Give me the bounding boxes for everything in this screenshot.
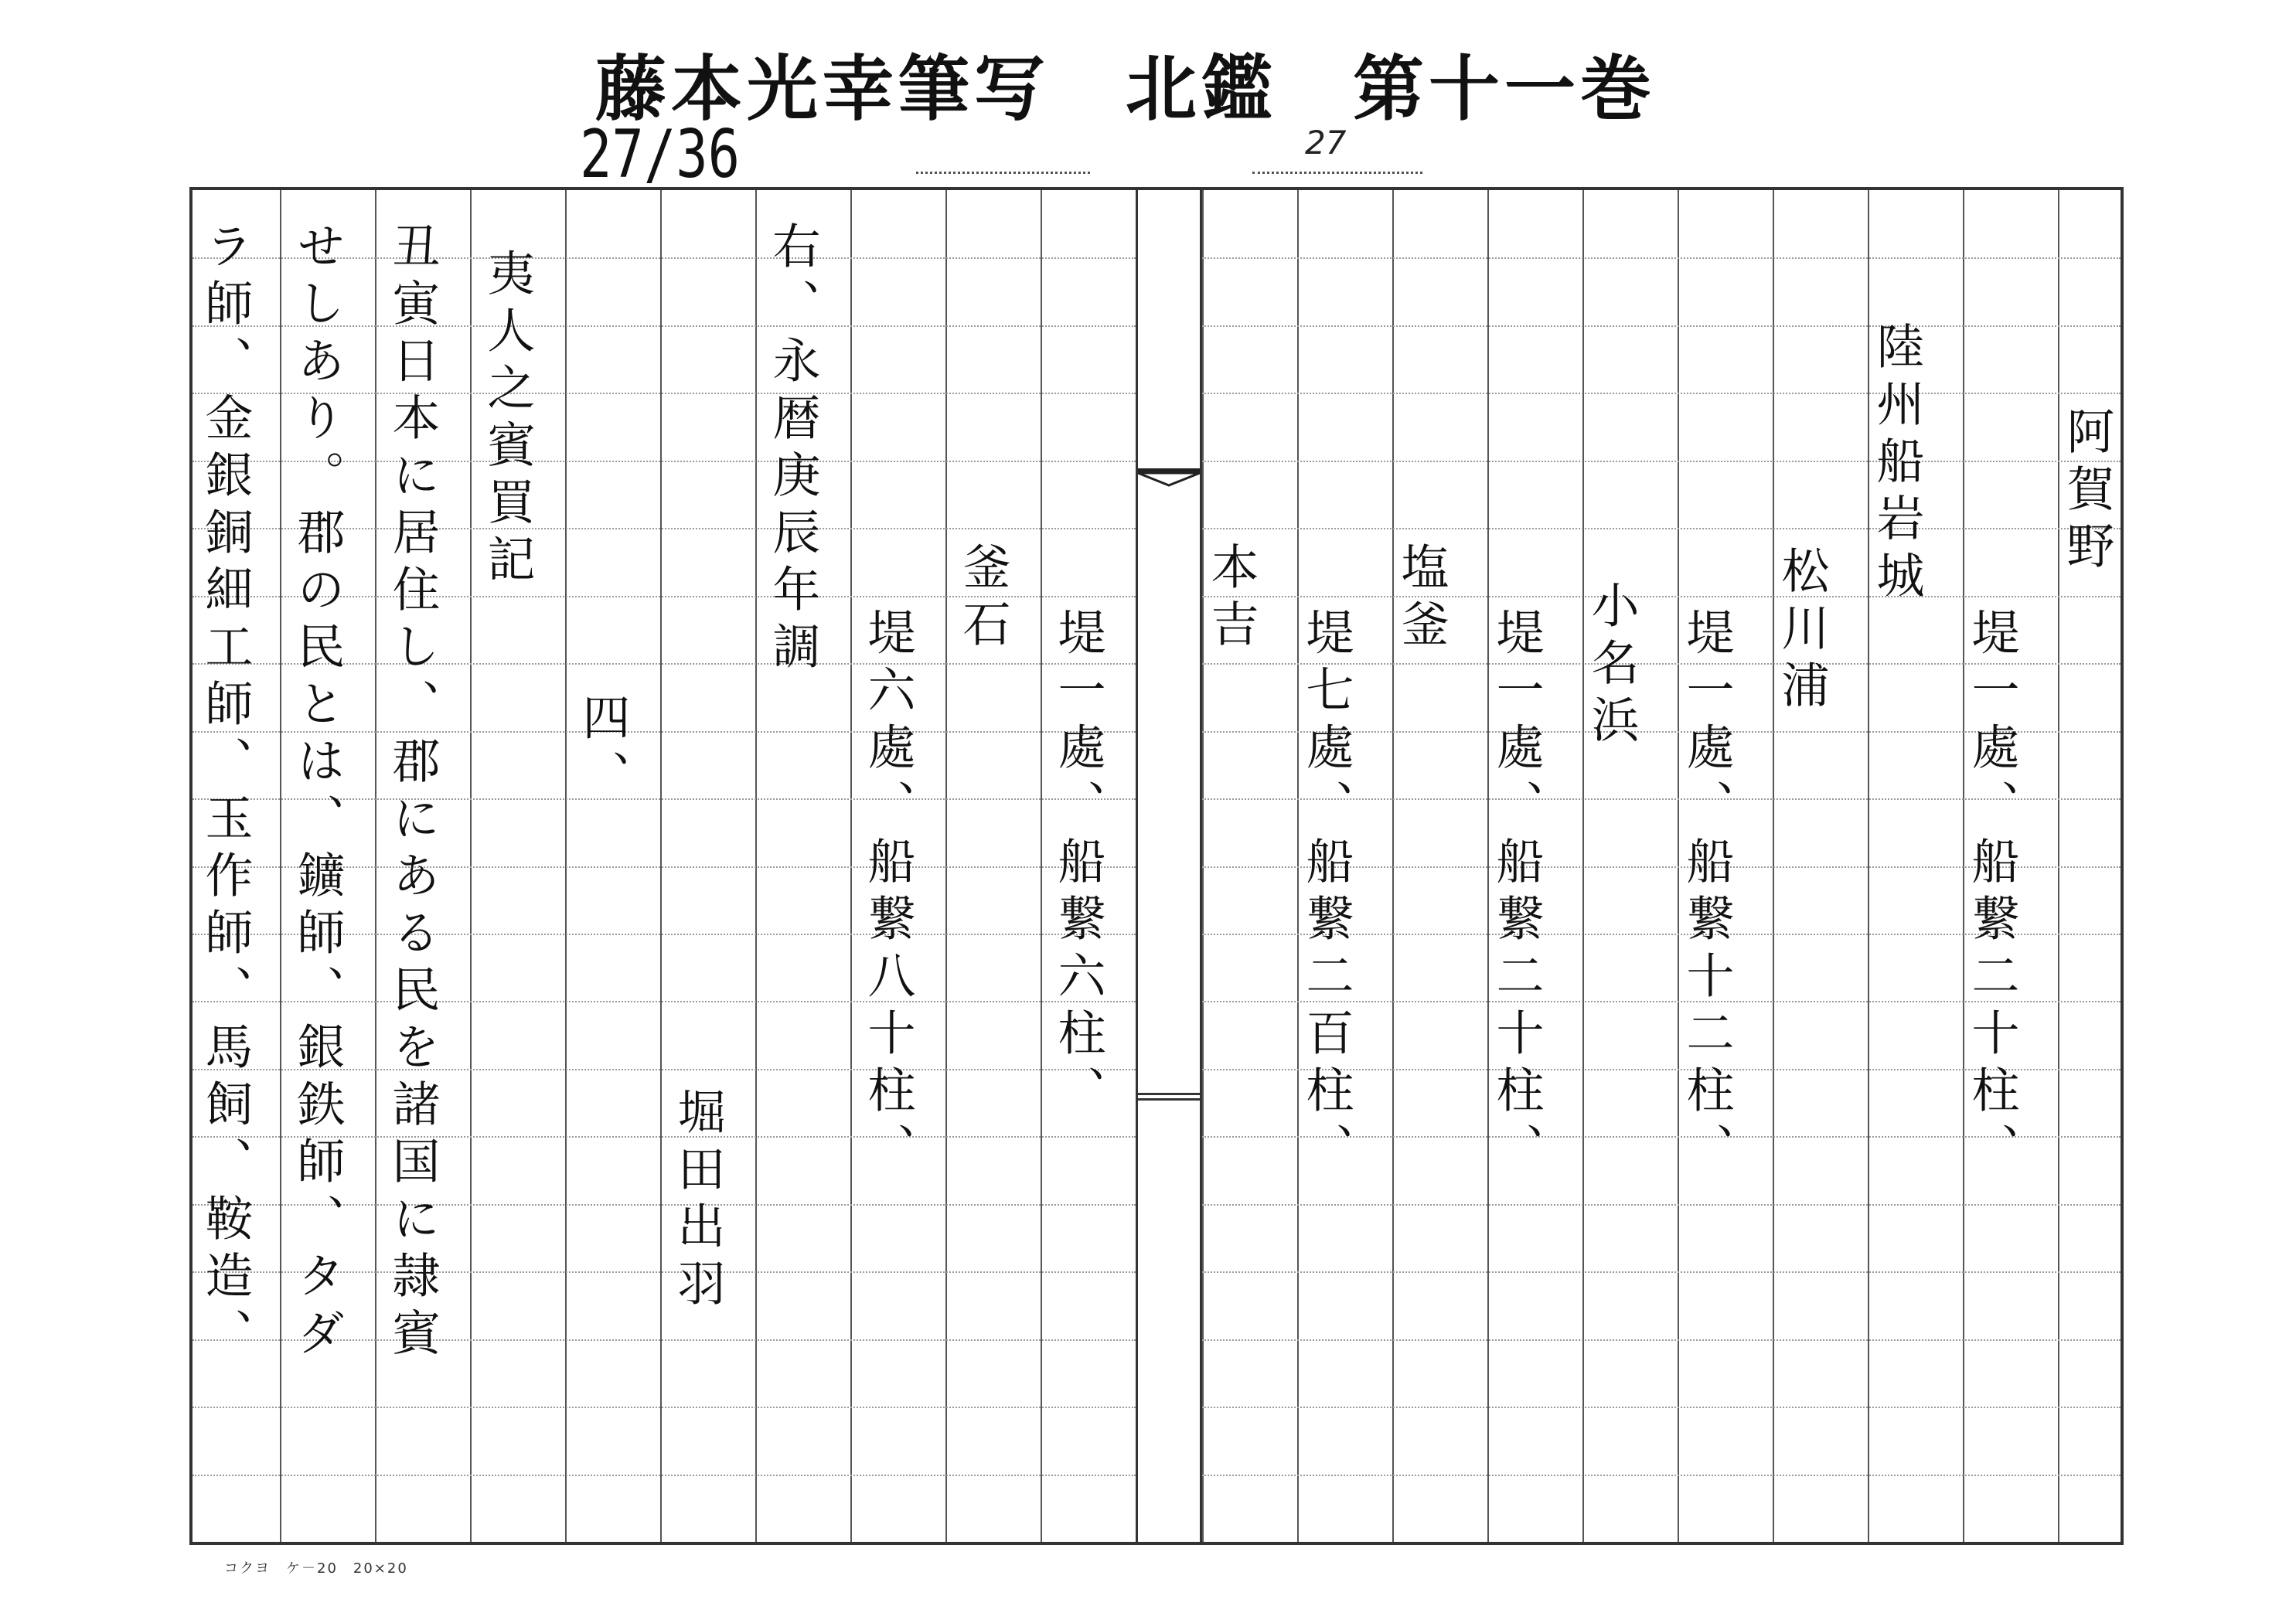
column-1 — [2056, 190, 2117, 1542]
column-8 — [1390, 190, 1452, 1542]
column-text: 四、 — [574, 692, 631, 807]
page-count: 27/36 — [580, 116, 741, 193]
column-text: 堤六處、船繋八十柱、 — [860, 607, 916, 1179]
column-16 — [666, 190, 728, 1542]
column-18 — [571, 190, 633, 1542]
dotted-rule-right — [1252, 172, 1422, 174]
column-19 — [476, 190, 538, 1542]
column-text: 堤一處、船繋十二柱、 — [1678, 607, 1735, 1179]
paper-label: コクヨ ケ－20 20×20 — [224, 1560, 408, 1577]
column-13 — [857, 190, 918, 1542]
column-2 — [1960, 190, 2022, 1542]
column-text: 釜石 — [955, 542, 1011, 656]
column-9 — [1295, 190, 1357, 1542]
manuscript-sheet — [189, 187, 2124, 1545]
column-text: 本吉 — [1203, 542, 1259, 656]
column-text: 松川浦 — [1773, 546, 1830, 717]
column-text: ラ師、金銀銅細工師、玉作師、馬飼、鞍造、 — [197, 221, 254, 1365]
column-text: 堤一處、船繋二十柱、 — [1488, 607, 1545, 1179]
column-10 — [1200, 190, 1262, 1542]
column-5 — [1675, 190, 1737, 1542]
column-text: 丑寅日本に居住し、郡にある民を諸国に隷賓 — [384, 221, 441, 1365]
column-text: せしあり。郡の民とは、鑛師、銀鉄師、タダ — [289, 221, 346, 1365]
page-title: 藤本光幸筆写 北鑑 第十一巻 — [595, 48, 1657, 131]
handwritten-page-number: 27 — [1305, 124, 1347, 162]
column-6 — [1580, 190, 1642, 1542]
column-20 — [381, 190, 443, 1542]
column-22 — [194, 190, 256, 1542]
column-text: 堤一處、船繋六柱、 — [1050, 607, 1106, 1122]
center-fold — [1136, 190, 1202, 1542]
fold-marker-top — [1138, 468, 1200, 487]
column-7 — [1485, 190, 1547, 1542]
column-text: 陸州船岩城 — [1868, 322, 1925, 607]
column-text: 堀田出羽 — [669, 1087, 726, 1315]
column-21 — [286, 190, 348, 1542]
column-text: 夷人之賓買記 — [479, 248, 536, 591]
dotted-rule-left — [916, 172, 1090, 174]
column-3 — [1865, 190, 1927, 1542]
column-text: 堤一處、船繋二十柱、 — [1964, 607, 2020, 1179]
column-4 — [1770, 190, 1832, 1542]
fold-marker-bottom — [1138, 1093, 1200, 1101]
column-text: 右、永暦庚辰年調 — [765, 221, 821, 679]
column-text: 塩釜 — [1393, 542, 1449, 656]
column-12 — [952, 190, 1013, 1542]
column-text: 小名浜 — [1583, 580, 1640, 752]
column-text: 阿賀野 — [2059, 407, 2115, 578]
column-14 — [761, 190, 823, 1542]
column-11 — [1047, 190, 1109, 1542]
column-text: 堤七處、船繋二百柱、 — [1298, 607, 1354, 1179]
